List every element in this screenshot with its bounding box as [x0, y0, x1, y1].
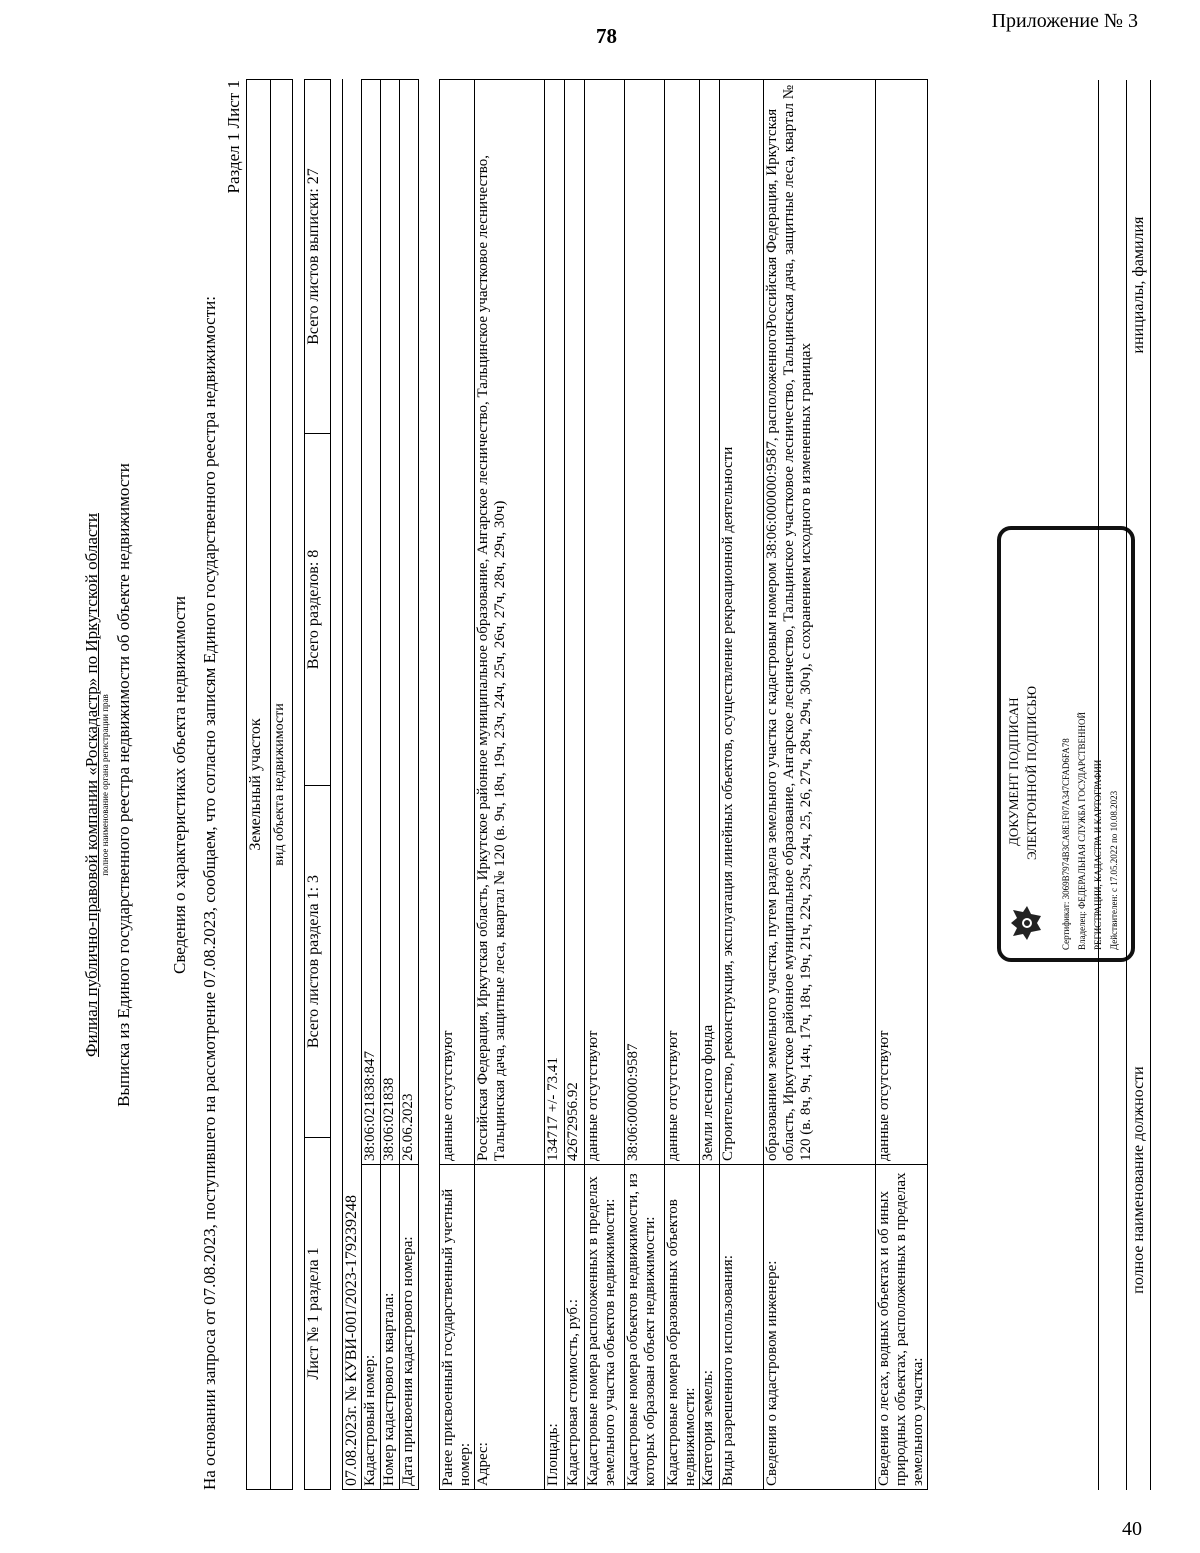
stamp-title-1: ДОКУМЕНТ ПОДПИСАН: [1006, 697, 1021, 846]
stamp-certificate: Сертификат: 3069B7974B3CA8E1F07A347CFAD6FA78: [1061, 738, 1071, 950]
row-value: Земли лесного фонда: [700, 80, 720, 1165]
row-label: Категория земель:: [700, 1165, 720, 1490]
row-label: Площадь:: [545, 1165, 565, 1490]
appendix-label: Приложение № 3: [991, 10, 1138, 32]
table-row: [625, 80, 665, 1490]
table-row: [440, 80, 475, 1490]
table-row: [876, 80, 928, 1490]
table-row: [565, 80, 585, 1490]
stamp-owner-2: РЕГИСТРАЦИИ, КАДАСТРА И КАРТОГРАФИИ: [1093, 759, 1103, 950]
intro-text: На основании запроса от 07.08.2023, поступившего на рассмотрение 07.08.2023, сообщаем, что согласно записям Единого государственного реестра недвижимости:: [200, 296, 219, 1490]
object-type-box: [246, 79, 293, 1490]
table-row: [545, 80, 565, 1490]
sheets-total: Всего листов выписки: 27: [305, 80, 331, 434]
position-caption: полное наименование должности: [1130, 1066, 1147, 1294]
sheet-info-box: [304, 79, 331, 1490]
sheet-number: Лист № 1 раздела 1: [305, 1138, 331, 1490]
row-label: Кадастровые номера образованных объектов недвижимости:: [665, 1165, 700, 1490]
table-row: [381, 80, 400, 1490]
row-value: 42672956.92: [565, 80, 585, 1165]
object-type: Земельный участок: [247, 80, 271, 1490]
record-date-number: 07.08.2023г. № КУВИ-001/2023-179239248: [343, 80, 362, 1490]
table-row: [720, 80, 764, 1490]
coat-of-arms-icon: [1005, 900, 1049, 946]
page-number-top: 78: [596, 24, 617, 48]
table-row: [475, 80, 545, 1490]
row-value: 38:06:021838: [381, 80, 400, 1165]
table-row: [400, 80, 419, 1490]
document-title: Выписка из Единого государственного реестра недвижимости об объекте недвижимости: [114, 463, 133, 1107]
stamp-validity: Действителен: с 17.05.2022 по 10.08.2023: [1109, 790, 1119, 950]
row-value: Строительство, реконструкция, эксплуатация линейных объектов, осуществление рекреационной деятельности: [720, 80, 764, 1165]
row-label: Кадастровые номера расположенных в пределах земельного участка объектов недвижимости:: [585, 1165, 625, 1490]
details-table: [439, 79, 928, 1490]
row-value: 134717 +/- 73.41: [545, 80, 565, 1165]
stamp-title-2: ЭЛЕКТРОННОЙ ПОДПИСЬЮ: [1024, 686, 1039, 860]
row-value: 38:06:021838:847: [362, 80, 381, 1165]
footer-line-middle: [1126, 80, 1127, 1490]
row-label: Сведения о кадастровом инженере:: [764, 1165, 876, 1490]
record-box: [342, 79, 419, 1490]
object-type-caption: вид объекта недвижимости: [271, 80, 293, 1490]
rotated-document: [48, 80, 1147, 1490]
organization-name: Филиал публично-правовой компании «Роскадастр» по Иркутской области: [82, 513, 101, 1057]
row-label: Сведения о лесах, водных объектах и об иных природных объектах, расположенных в пределах земельного участка:: [876, 1165, 928, 1490]
page-number-bottom: 40: [1122, 1518, 1142, 1540]
row-label: Кадастровый номер:: [362, 1165, 381, 1490]
row-label: Кадастровая стоимость, руб.:: [565, 1165, 585, 1490]
footer-line-bottom: [1150, 80, 1151, 1490]
electronic-signature-stamp: [997, 526, 1135, 962]
row-label: Ранее присвоенный государственный учетный номер:: [440, 1165, 475, 1490]
footer-line-top: [1098, 80, 1099, 1490]
row-label: Виды разрешенного использования:: [720, 1165, 764, 1490]
organization-caption: полное наименование органа регистрации прав: [100, 694, 110, 876]
table-row: [764, 80, 876, 1490]
table-row: [362, 80, 381, 1490]
row-value: данные отсутствуют: [440, 80, 475, 1165]
table-row: [585, 80, 625, 1490]
row-value: данные отсутствуют: [876, 80, 928, 1165]
row-label: Кадастровые номера объектов недвижимости, из которых образован объект недвижимости:: [625, 1165, 665, 1490]
table-row: [700, 80, 720, 1490]
row-label: Адрес:: [475, 1165, 545, 1490]
name-caption: инициалы, фамилия: [1130, 216, 1147, 354]
row-value: Российская Федерация, Иркутская область, Иркутское районное муниципальное образование, Ангарское лесничество, Тальцинское участковое лесничество, Тальцинская дача, защитные леса, квартал № 120 (в. 9ч, 18ч, 19ч, 23ч, 24ч, 25ч, 26ч, 27ч, 28ч, 29ч, 30ч): [475, 80, 545, 1165]
row-label: Номер кадастрового квартала:: [381, 1165, 400, 1490]
row-value: 38:06:000000:9587: [625, 80, 665, 1165]
section-label: Раздел 1 Лист 1: [224, 80, 243, 194]
sections-total: Всего разделов: 8: [305, 434, 331, 786]
sheets-in-section: Всего листов раздела 1: 3: [305, 786, 331, 1138]
row-value: образованием земельного участка, путем раздела земельного участка с кадастровым номером 38:06:000000:9587, расположенногоРоссийская Федерация, Иркутская область, Иркутское районное муниципальное образование, Ангарское лесничество, Тальцинское участковое лесничество, Тальцинская дача, защитные леса, квартал № 120 (в. 8ч, 9ч, 14ч, 17ч, 18ч, 19ч, 21ч, 22ч, 23ч, 24ч, 25, 26, 27ч, 28ч, 29ч, 30ч), с сохранением исходного в измененных границах: [764, 80, 876, 1165]
document-subtitle: Сведения о характеристиках объекта недвижимости: [170, 596, 189, 974]
stamp-owner: Владелец: ФЕДЕРАЛЬНАЯ СЛУЖБА ГОСУДАРСТВЕННОЙ: [1077, 711, 1087, 950]
table-row: [665, 80, 700, 1490]
row-value: 26.06.2023: [400, 80, 419, 1165]
row-label: Дата присвоения кадастрового номера:: [400, 1165, 419, 1490]
row-value: данные отсутствуют: [585, 80, 625, 1165]
row-value: данные отсутствуют: [665, 80, 700, 1165]
